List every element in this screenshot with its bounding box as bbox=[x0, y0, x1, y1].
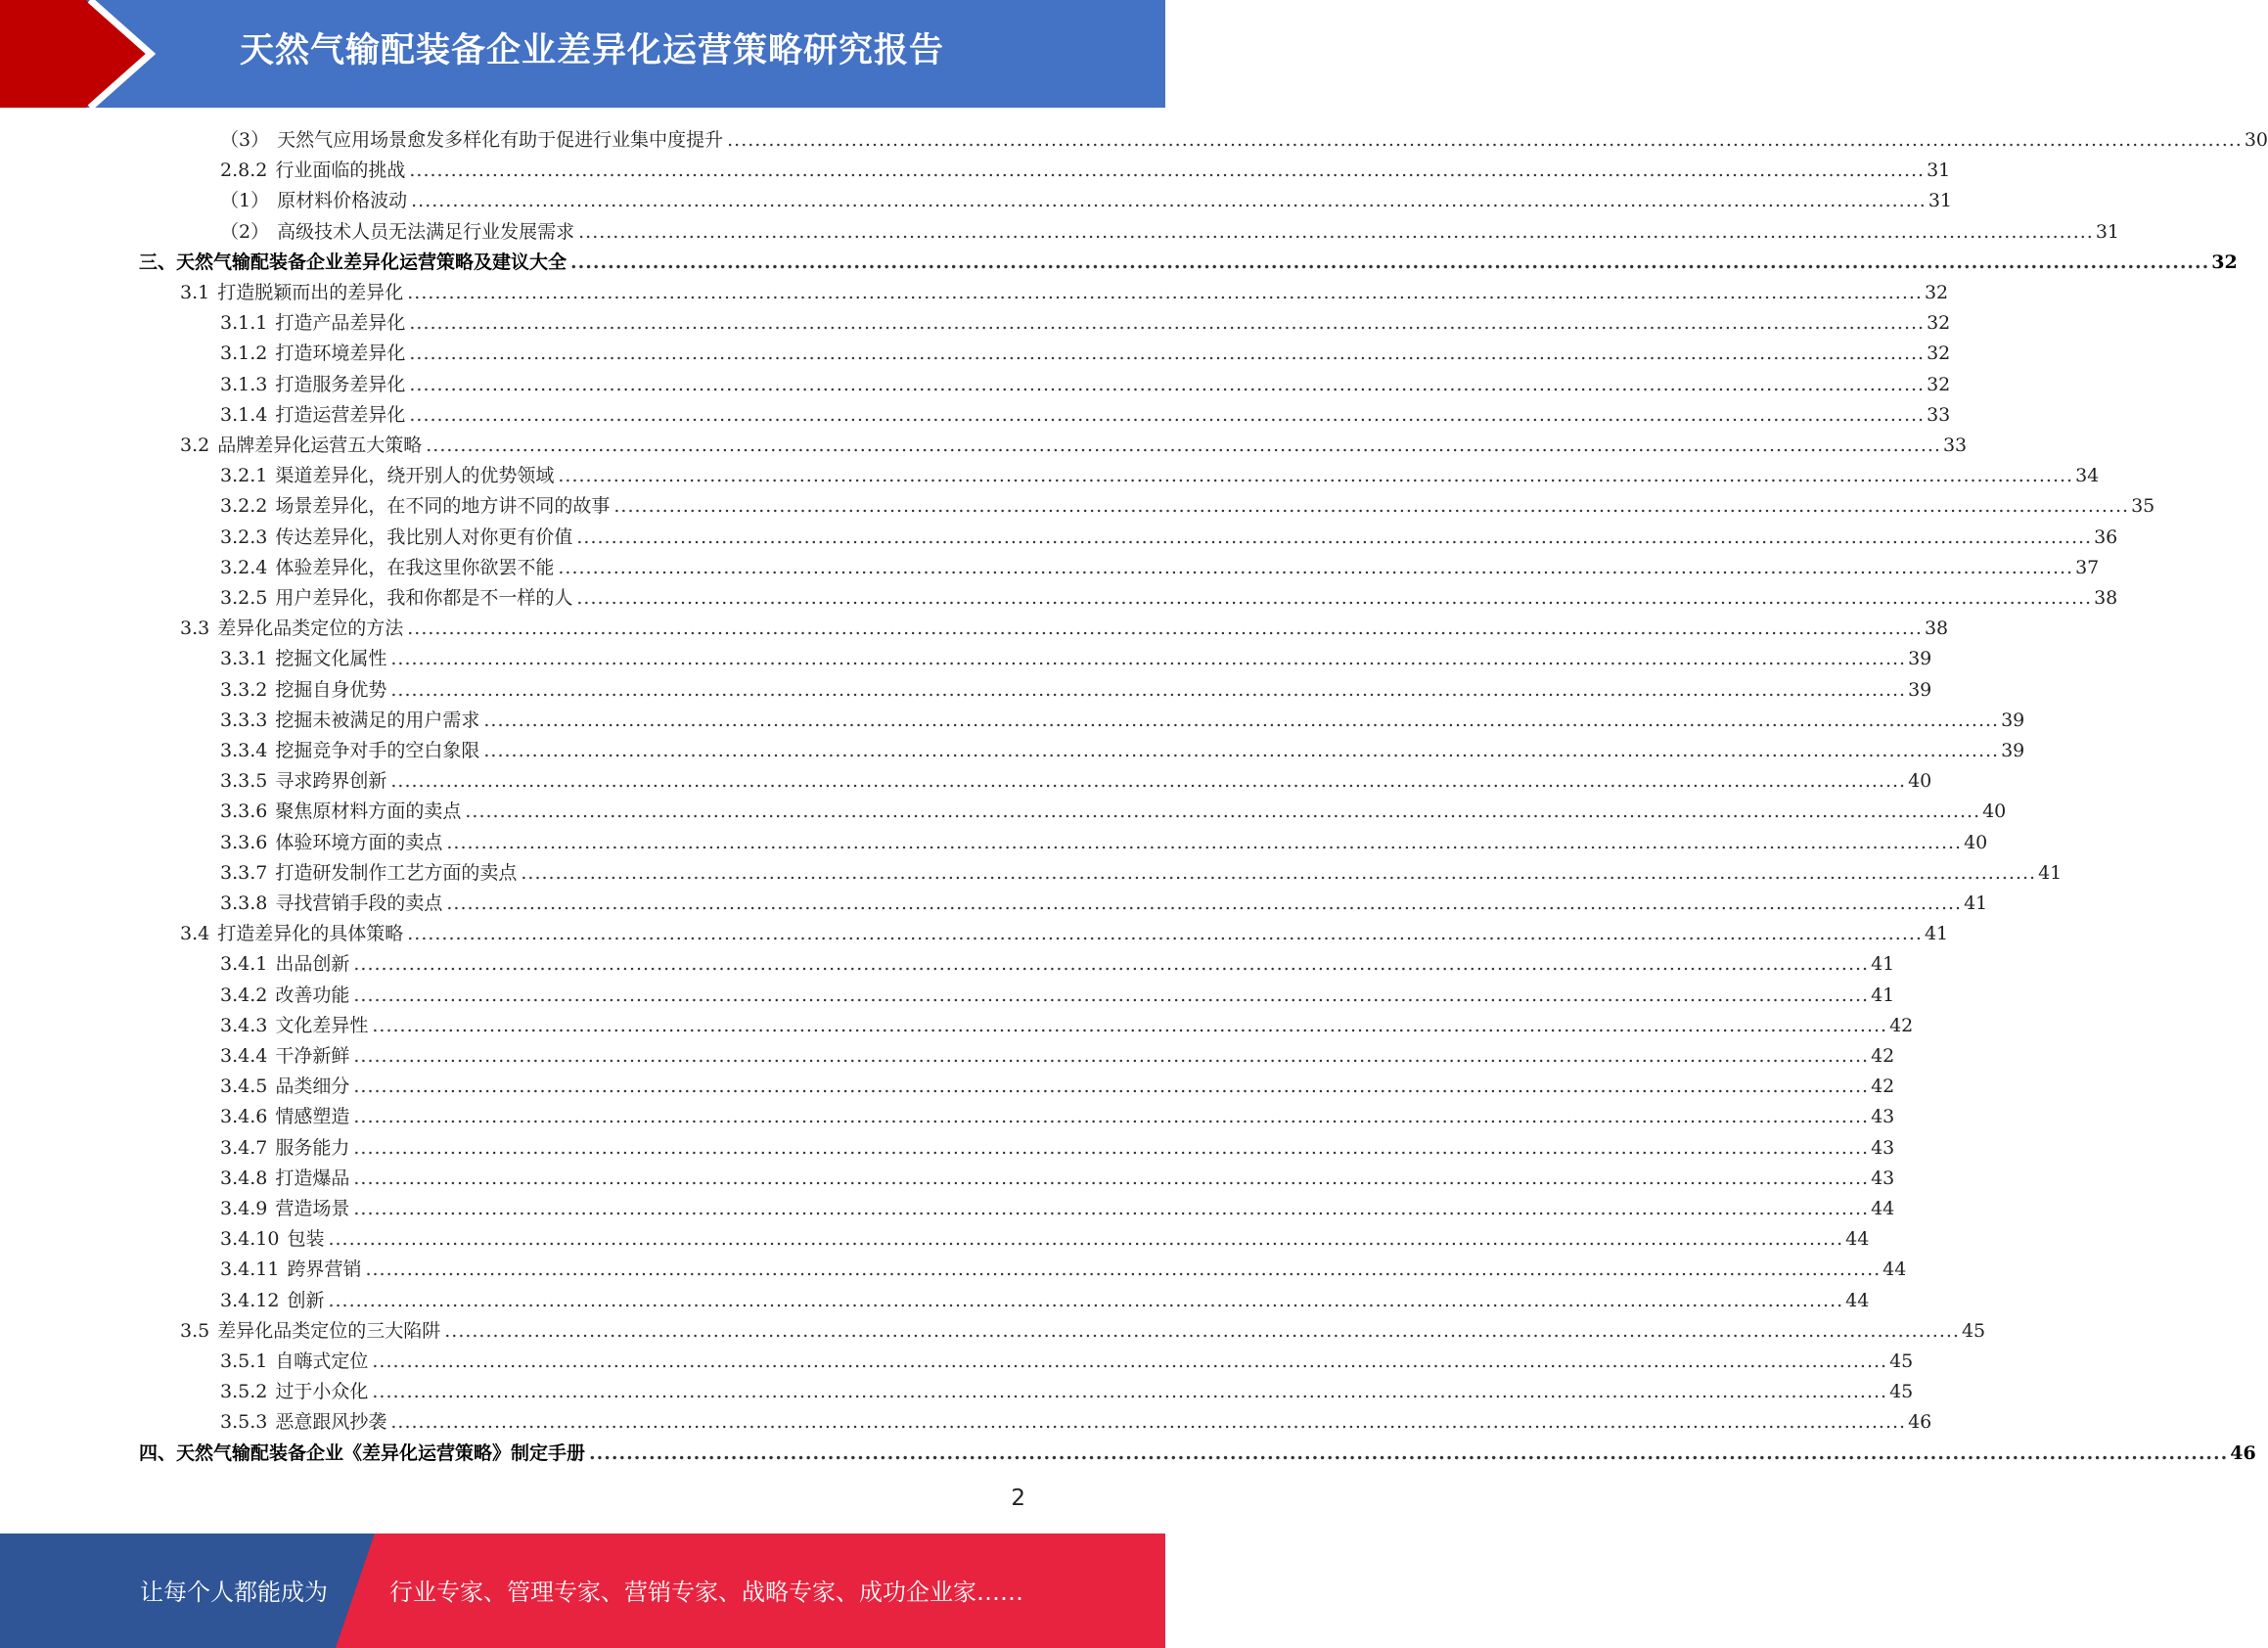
toc-entry-page: 43 bbox=[1871, 1167, 1895, 1189]
toc-entry-label: 创新 bbox=[287, 1289, 325, 1311]
toc-entry-number: 3.3.4 bbox=[220, 740, 268, 761]
toc-dot-leader: ............................................................................................................................................................................................................................ bbox=[390, 1411, 1907, 1434]
toc-entry-number: 3.3.7 bbox=[220, 861, 268, 884]
toc-entry-page: 32 bbox=[1927, 343, 1951, 365]
toc-entry[interactable] bbox=[220, 370, 1951, 400]
toc-entry[interactable] bbox=[220, 736, 2025, 766]
toc-dot-leader: ............................................................................................................................................................................................................................ bbox=[353, 1076, 1870, 1098]
toc-entry-number: 3.1.2 bbox=[220, 343, 268, 365]
toc-entry-number: 3.4.2 bbox=[220, 984, 268, 1006]
toc-entry[interactable] bbox=[180, 1316, 1986, 1347]
toc-dot-leader: ............................................................................................................................................................................................................................ bbox=[372, 1350, 1888, 1372]
toc-entry-page: 37 bbox=[2075, 556, 2100, 578]
toc-dot-leader: ............................................................................................................................................................................................................................ bbox=[407, 282, 1923, 303]
toc-entry-label: 包装 bbox=[287, 1228, 325, 1251]
toc-dot-leader: ............................................................................................................................................................................................................................ bbox=[570, 251, 2210, 273]
toc-entry-page: 36 bbox=[2094, 526, 2118, 548]
toc-entry-label: 高级技术人员无法满足行业发展需求 bbox=[277, 220, 575, 243]
toc-dot-leader: ............................................................................................................................................................................................................................ bbox=[578, 220, 2094, 243]
toc-dot-leader: ............................................................................................................................................................................................................................ bbox=[372, 1014, 1888, 1036]
toc-entry-label: 改善功能 bbox=[275, 984, 350, 1006]
toc-entry-number: 3.4.9 bbox=[220, 1198, 268, 1219]
toc-entry-number: 3.2 bbox=[180, 435, 210, 456]
toc-entry-number: 3.4.7 bbox=[220, 1136, 268, 1159]
toc-dot-leader: ............................................................................................................................................................................................................................ bbox=[727, 129, 2243, 151]
footer-slogan-left: 让每个人都能成为 bbox=[140, 1579, 328, 1606]
toc-entry[interactable] bbox=[220, 553, 2100, 583]
toc-entry-page: 32 bbox=[1927, 373, 1951, 395]
toc-entry-page: 42 bbox=[1871, 1045, 1895, 1067]
toc-entry-label: 品牌差异化运营五大策略 bbox=[217, 435, 423, 456]
toc-entry[interactable] bbox=[139, 1439, 2256, 1469]
toc-entry-page: 31 bbox=[1927, 160, 1951, 182]
toc-entry-label: 场景差异化，在不同的地方讲不同的故事 bbox=[275, 495, 611, 518]
toc-entry-number: 3.2.4 bbox=[220, 556, 268, 578]
toc-entry-number: （1） bbox=[220, 190, 270, 212]
toc-entry-label: 体验差异化，在我这里你欲罢不能 bbox=[275, 556, 555, 578]
toc-entry-number: 3.3 bbox=[180, 618, 210, 640]
toc-entry-label: 天然气应用场景愈发多样化有助于促进行业集中度提升 bbox=[277, 129, 724, 151]
toc-dot-leader: ............................................................................................................................................................................................................................ bbox=[353, 984, 1870, 1006]
toc-entry[interactable] bbox=[220, 308, 1951, 339]
toc-dot-leader: ............................................................................................................................................................................................................................ bbox=[409, 343, 1926, 365]
toc-entry[interactable] bbox=[220, 1224, 1870, 1255]
toc-entry-label: 差异化品类定位的三大陷阱 bbox=[217, 1319, 441, 1342]
toc-dot-leader: ............................................................................................................................................................................................................................ bbox=[353, 1167, 1870, 1189]
toc-entry-label: 打造研发制作工艺方面的卖点 bbox=[275, 861, 518, 884]
toc-entry-number: 3.1.1 bbox=[220, 312, 268, 335]
toc-entry-label: 品类细分 bbox=[275, 1076, 350, 1098]
toc-entry[interactable] bbox=[180, 278, 1949, 308]
toc-entry-page: 31 bbox=[1928, 190, 1952, 212]
toc-entry-number: 3.4.8 bbox=[220, 1167, 268, 1189]
toc-entry-label: 挖掘文化属性 bbox=[275, 648, 387, 670]
toc-entry[interactable] bbox=[220, 797, 2007, 827]
toc-entry-number: 3.2.5 bbox=[220, 587, 268, 609]
toc-dot-leader: ............................................................................................................................................................................................................................ bbox=[409, 403, 1926, 426]
toc-dot-leader: ............................................................................................................................................................................................................................ bbox=[558, 465, 2074, 487]
toc-entry[interactable] bbox=[220, 1133, 1895, 1164]
toc-entry-page: 39 bbox=[1908, 648, 1932, 670]
toc-entry-page: 38 bbox=[2094, 587, 2118, 609]
toc-entry-number: 3.3.6 bbox=[220, 831, 268, 853]
toc-entry-page: 39 bbox=[1908, 678, 1932, 701]
toc-entry-number: 3.5.2 bbox=[220, 1381, 268, 1403]
toc-entry-number: 3.4.11 bbox=[220, 1259, 280, 1281]
toc-entry-page: 40 bbox=[1982, 801, 2007, 823]
toc-entry-number: 3.4.1 bbox=[220, 953, 268, 976]
toc-entry[interactable] bbox=[220, 949, 1895, 980]
toc-entry[interactable] bbox=[220, 125, 2268, 156]
toc-entry-number: 三、 bbox=[139, 251, 177, 273]
toc-entry[interactable] bbox=[220, 675, 1932, 706]
toc-dot-leader: ............................................................................................................................................................................................................................ bbox=[521, 861, 2037, 884]
toc-entry[interactable] bbox=[220, 1255, 1907, 1285]
toc-entry-label: 挖掘竞争对手的空白象限 bbox=[275, 740, 480, 761]
toc-dot-leader: ............................................................................................................................................................................................................................ bbox=[409, 160, 1926, 182]
toc-dot-leader: ............................................................................................................................................................................................................................ bbox=[407, 923, 1923, 945]
toc-entry-number: 3.4.5 bbox=[220, 1076, 268, 1098]
toc-entry-page: 30 bbox=[2244, 129, 2268, 151]
page-number: 2 bbox=[1011, 1486, 1025, 1511]
toc-entry[interactable] bbox=[220, 186, 1952, 216]
toc-entry[interactable] bbox=[220, 828, 1988, 858]
toc-entry[interactable] bbox=[220, 1407, 1932, 1438]
toc-entry[interactable] bbox=[220, 889, 1988, 919]
toc-entry[interactable] bbox=[180, 919, 1949, 949]
toc-entry[interactable] bbox=[220, 461, 2100, 491]
toc-entry-label: 聚焦原材料方面的卖点 bbox=[275, 801, 462, 823]
toc-entry-label: 服务能力 bbox=[275, 1136, 350, 1159]
toc-entry-label: 打造环境差异化 bbox=[275, 343, 406, 365]
toc-dot-leader: ............................................................................................................................................................................................................................ bbox=[465, 801, 1981, 823]
toc-dot-leader: ............................................................................................................................................................................................................................ bbox=[613, 495, 2130, 518]
toc-entry[interactable] bbox=[220, 706, 2025, 736]
toc-entry[interactable] bbox=[220, 523, 2118, 553]
toc-entry-label: 恶意跟风抄袭 bbox=[275, 1411, 387, 1434]
toc-entry-page: 41 bbox=[2038, 861, 2063, 884]
toc-entry-page: 44 bbox=[1845, 1228, 1870, 1251]
toc-entry-label: 打造运营差异化 bbox=[275, 403, 406, 426]
toc-entry-page: 32 bbox=[1927, 312, 1951, 335]
toc-entry-page: 35 bbox=[2131, 495, 2155, 518]
toc-entry-page: 45 bbox=[1889, 1350, 1914, 1372]
toc-entry-page: 44 bbox=[1882, 1259, 1907, 1281]
toc-entry-label: 挖掘自身优势 bbox=[275, 678, 387, 701]
toc-entry-page: 42 bbox=[1871, 1076, 1895, 1098]
toc-entry-number: 3.4.6 bbox=[220, 1106, 268, 1128]
toc-entry-number: （2） bbox=[220, 220, 270, 243]
toc-entry[interactable] bbox=[220, 1286, 1870, 1316]
toc-entry-number: 3.3.3 bbox=[220, 709, 268, 731]
toc-entry-label: 跨界营销 bbox=[287, 1259, 362, 1281]
toc-entry[interactable] bbox=[139, 248, 2238, 278]
toc-entry[interactable] bbox=[220, 1347, 1914, 1377]
toc-dot-leader: ............................................................................................................................................................................................................................ bbox=[353, 953, 1870, 976]
toc-entry[interactable] bbox=[180, 431, 1968, 461]
toc-entry-label: 出品创新 bbox=[275, 953, 350, 976]
toc-entry-number: 3.3.8 bbox=[220, 893, 268, 914]
toc-entry[interactable] bbox=[220, 1072, 1895, 1102]
toc-entry-label: 文化差异性 bbox=[275, 1014, 369, 1036]
toc-entry-page: 41 bbox=[1964, 893, 1988, 914]
toc-dot-leader: ............................................................................................................................................................................................................................ bbox=[390, 770, 1907, 793]
toc-entry-label: 渠道差异化，绕开别人的优势领域 bbox=[275, 465, 555, 487]
toc-entry[interactable] bbox=[220, 644, 1932, 674]
toc-entry-page: 38 bbox=[1924, 618, 1949, 640]
toc-entry-number: 3.3.5 bbox=[220, 770, 268, 793]
toc-entry-page: 45 bbox=[1889, 1381, 1914, 1403]
toc-dot-leader: ............................................................................................................................................................................................................................ bbox=[365, 1259, 1882, 1281]
toc-entry-number: （3） bbox=[220, 129, 270, 151]
toc-entry-page: 34 bbox=[2075, 465, 2100, 487]
toc-entry-label: 天然气输配装备企业差异化运营策略及建议大全 bbox=[176, 251, 567, 273]
toc-entry-page: 46 bbox=[2230, 1442, 2256, 1464]
toc-entry-label: 原材料价格波动 bbox=[277, 190, 408, 212]
toc-entry-page: 44 bbox=[1871, 1198, 1895, 1219]
toc-dot-leader: ............................................................................................................................................................................................................................ bbox=[353, 1198, 1870, 1219]
toc-entry[interactable] bbox=[220, 1041, 1895, 1072]
toc-entry-page: 39 bbox=[2001, 740, 2025, 761]
toc-dot-leader: ............................................................................................................................................................................................................................ bbox=[390, 678, 1907, 701]
toc-entry[interactable] bbox=[220, 1164, 1895, 1194]
toc-entry-page: 46 bbox=[1908, 1411, 1932, 1434]
toc-dot-leader: ............................................................................................................................................................................................................................ bbox=[576, 587, 2093, 609]
toc-dot-leader: ............................................................................................................................................................................................................................ bbox=[483, 740, 2000, 761]
toc-entry-label: 差异化品类定位的方法 bbox=[217, 618, 404, 640]
toc-entry-number: 3.4.12 bbox=[220, 1289, 280, 1311]
toc-dot-leader: ............................................................................................................................................................................................................................ bbox=[409, 373, 1926, 395]
toc-entry-label: 打造服务差异化 bbox=[275, 373, 406, 395]
toc-entry-number: 2.8.2 bbox=[220, 160, 268, 182]
toc-entry-page: 33 bbox=[1942, 435, 1968, 456]
toc-entry-label: 营造场景 bbox=[275, 1198, 350, 1219]
toc-entry[interactable] bbox=[180, 614, 1949, 644]
toc-entry-number: 3.3.6 bbox=[220, 801, 268, 823]
toc-entry[interactable] bbox=[220, 583, 2118, 614]
toc-entry-label: 天然气输配装备企业《差异化运营策略》制定手册 bbox=[176, 1442, 586, 1464]
toc-dot-leader: ............................................................................................................................................................................................................................ bbox=[446, 831, 1963, 853]
toc-dot-leader: ............................................................................................................................................................................................................................ bbox=[589, 1442, 2229, 1464]
toc-entry[interactable] bbox=[220, 1377, 1914, 1407]
report-title: 天然气输配装备企业差异化运营策略研究报告 bbox=[240, 31, 945, 70]
toc-entry-label: 过于小众化 bbox=[275, 1381, 369, 1403]
toc-entry-number: 3.1 bbox=[180, 282, 210, 303]
toc-entry[interactable] bbox=[220, 1011, 1914, 1041]
toc-entry-number: 3.2.3 bbox=[220, 526, 268, 548]
toc-entry-page: 45 bbox=[1961, 1319, 1986, 1342]
toc-entry-number: 3.5.3 bbox=[220, 1411, 268, 1434]
toc-entry-label: 打造产品差异化 bbox=[275, 312, 406, 335]
toc-entry-number: 3.5 bbox=[180, 1319, 210, 1342]
toc-entry-page: 31 bbox=[2095, 220, 2119, 243]
toc-entry-number: 3.4.3 bbox=[220, 1014, 268, 1036]
toc-entry[interactable] bbox=[220, 1102, 1895, 1132]
toc-entry-page: 41 bbox=[1871, 984, 1895, 1006]
toc-entry-label: 用户差异化，我和你都是不一样的人 bbox=[275, 587, 573, 609]
toc-entry[interactable] bbox=[220, 858, 2063, 889]
toc-dot-leader: ............................................................................................................................................................................................................................ bbox=[328, 1289, 1844, 1311]
toc-dot-leader: ............................................................................................................................................................................................................................ bbox=[426, 435, 1941, 456]
toc-entry-label: 打造爆品 bbox=[275, 1167, 350, 1189]
toc-entry-label: 寻找营销手段的卖点 bbox=[275, 893, 443, 914]
toc-entry-label: 传达差异化，我比别人对你更有价值 bbox=[275, 526, 573, 548]
toc-dot-leader: ............................................................................................................................................................................................................................ bbox=[390, 648, 1907, 670]
toc-entry-page: 39 bbox=[2001, 709, 2025, 731]
toc-dot-leader: ............................................................................................................................................................................................................................ bbox=[409, 312, 1926, 335]
toc-entry[interactable] bbox=[220, 491, 2155, 522]
toc-entry-page: 32 bbox=[2211, 251, 2238, 273]
toc-dot-leader: ............................................................................................................................................................................................................................ bbox=[353, 1045, 1870, 1067]
toc-dot-leader: ............................................................................................................................................................................................................................ bbox=[328, 1228, 1844, 1251]
toc-dot-leader: ............................................................................................................................................................................................................................ bbox=[558, 556, 2074, 578]
toc-entry-number: 3.2.1 bbox=[220, 465, 268, 487]
toc-dot-leader: ............................................................................................................................................................................................................................ bbox=[576, 526, 2093, 548]
toc-entry[interactable] bbox=[220, 981, 1895, 1011]
toc-entry-label: 自嗨式定位 bbox=[275, 1350, 369, 1372]
toc-entry-label: 打造脱颖而出的差异化 bbox=[217, 282, 404, 303]
toc-entry-page: 40 bbox=[1964, 831, 1988, 853]
toc-entry-number: 四、 bbox=[139, 1442, 177, 1464]
toc-entry-number: 3.2.2 bbox=[220, 495, 268, 518]
toc-entry-label: 寻求跨界创新 bbox=[275, 770, 387, 793]
toc-entry-page: 43 bbox=[1871, 1106, 1895, 1128]
toc-entry-number: 3.4 bbox=[180, 923, 210, 945]
toc-entry-label: 体验环境方面的卖点 bbox=[275, 831, 443, 853]
toc-entry-page: 42 bbox=[1889, 1014, 1914, 1036]
toc-entry-page: 41 bbox=[1924, 923, 1949, 945]
toc-dot-leader: ............................................................................................................................................................................................................................ bbox=[353, 1136, 1870, 1159]
toc-entry-number: 3.4.10 bbox=[220, 1228, 280, 1251]
page-footer bbox=[0, 1534, 1165, 1648]
toc-entry[interactable] bbox=[220, 1194, 1895, 1224]
toc-entry-page: 41 bbox=[1871, 953, 1895, 976]
toc-dot-leader: ............................................................................................................................................................................................................................ bbox=[446, 893, 1963, 914]
toc-entry-label: 打造差异化的具体策略 bbox=[217, 923, 404, 945]
toc-entry[interactable] bbox=[220, 156, 1951, 186]
toc-entry-page: 33 bbox=[1927, 403, 1951, 426]
toc-entry-page: 40 bbox=[1908, 770, 1932, 793]
toc-entry-number: 3.1.3 bbox=[220, 373, 268, 395]
toc-entry[interactable] bbox=[220, 217, 2119, 248]
toc-dot-leader: ............................................................................................................................................................................................................................ bbox=[444, 1319, 1960, 1342]
footer-slogan-right: 行业专家、管理专家、营销专家、战略专家、成功企业家…… bbox=[389, 1579, 1023, 1606]
toc-entry-label: 干净新鲜 bbox=[275, 1045, 350, 1067]
toc-entry-label: 行业面临的挑战 bbox=[275, 160, 406, 182]
toc-entry[interactable] bbox=[220, 339, 1951, 369]
toc-entry-number: 3.1.4 bbox=[220, 403, 268, 426]
toc-dot-leader: ............................................................................................................................................................................................................................ bbox=[353, 1106, 1870, 1128]
toc-entry[interactable] bbox=[220, 400, 1951, 431]
toc-entry-label: 挖掘未被满足的用户需求 bbox=[275, 709, 480, 731]
toc-entry-page: 32 bbox=[1924, 282, 1949, 303]
toc-entry-number: 3.5.1 bbox=[220, 1350, 268, 1372]
toc-entry[interactable] bbox=[220, 766, 1932, 797]
toc-dot-leader: ............................................................................................................................................................................................................................ bbox=[411, 190, 1927, 212]
toc-dot-leader: ............................................................................................................................................................................................................................ bbox=[372, 1381, 1888, 1403]
toc-entry-number: 3.3.2 bbox=[220, 678, 268, 701]
toc-entry-page: 43 bbox=[1871, 1136, 1895, 1159]
toc-entry-label: 情感塑造 bbox=[275, 1106, 350, 1128]
toc-entry-number: 3.4.4 bbox=[220, 1045, 268, 1067]
toc-entry-number: 3.3.1 bbox=[220, 648, 268, 670]
toc-dot-leader: ............................................................................................................................................................................................................................ bbox=[407, 618, 1923, 640]
header-arrow-decoration bbox=[0, 0, 157, 108]
page-header bbox=[0, 0, 1165, 108]
toc-entry-page: 44 bbox=[1845, 1289, 1870, 1311]
toc-dot-leader: ............................................................................................................................................................................................................................ bbox=[483, 709, 2000, 731]
